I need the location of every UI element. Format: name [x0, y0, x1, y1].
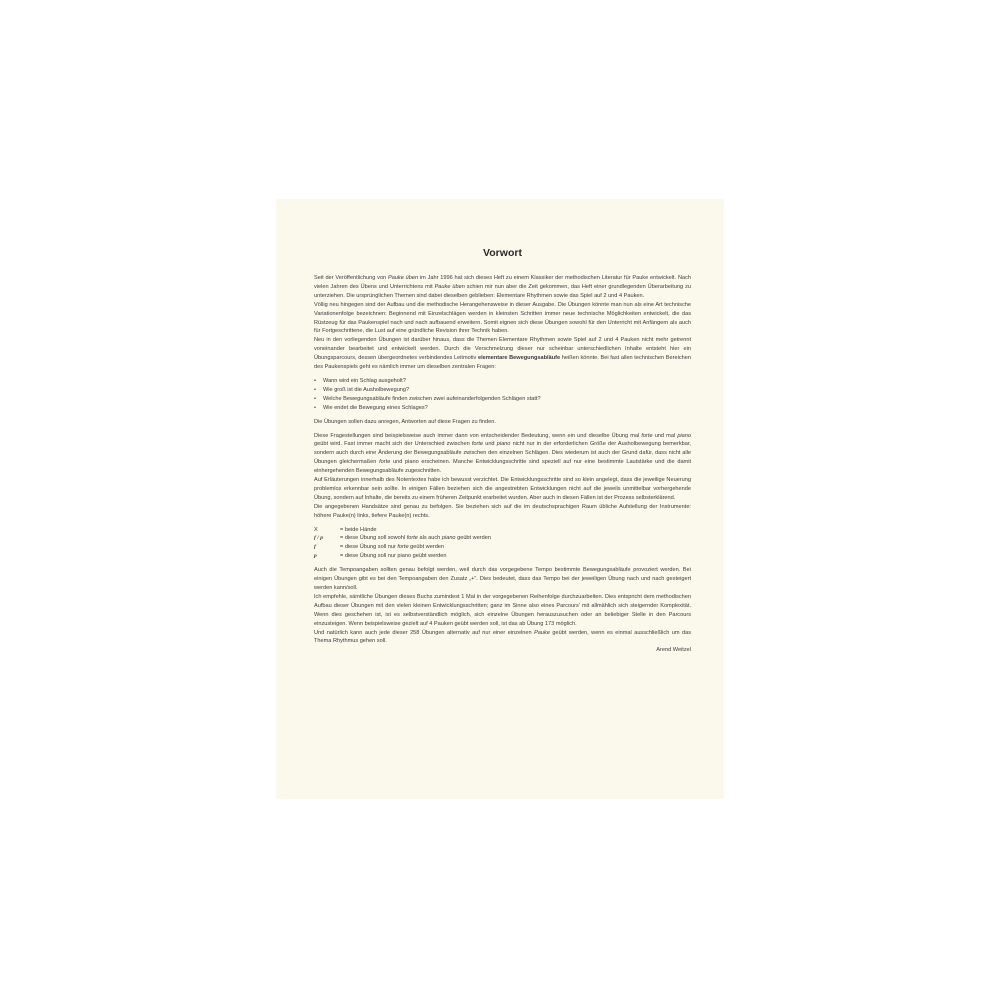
paragraph-leitmotiv: Neu in den vorliegenden Übungen ist darüber hinaus, dass die Themen Elementare Rhythmen sowie Spiel auf 2 und 4 Pauken nicht mehr getrennt voneinander bearbeitet und entwickelt werden. Durch die Verschmelzung dieser nur scheinbar unterschiedlichen Inhalte entsteht hier ein Übungsparcours, dessen übergeordnetes verbindendes Leitmotiv elementare Bewegungsabläufe heißen könnte. Bei fast allen technischen Bereichen des Paukenspiels geht es nämlich immer um dieselben zentralen Fragen:: [314, 337, 691, 371]
paragraph-tempo: Auch die Tempoangaben sollten genau befolgt werden, weil durch das vorgegebene Tempo bestimmte Bewegungsabläufe provoziert werden. Bei einigen Übungen gibt es bei den Tempoangaben den Zusatz „+“. Dies bedeutet, dass das Tempo bei der jeweiligen Übung nach und nach gesteigert werden kann/soll.: [314, 567, 691, 591]
legend-symbol: p: [314, 553, 317, 560]
paragraph-handsaetze: Die angegebenen Handsätze sind genau zu befolgen. Sie beziehen sich auf die im deutschsprachigen Raum übliche Aufstellung der Instrumente: höhere Pauke(n) links, tiefere Pauke(n) rechts.: [314, 503, 691, 519]
legend-row-fp: [314, 534, 691, 543]
list-item: • Wie groß ist die Ausholbewegung?: [314, 386, 691, 395]
legend-text: = beide Hände: [340, 526, 377, 533]
paragraph-explanations: Auf Erläuterungen innerhalb des Notentextes habe ich bewusst verzichtet. Die Entwicklungsschritte sind so klein angelegt, dass die jeweilige Neuerung problemlos erkennbar sein sollte. In einigen Fällen beziehen sich die angestrebten Entwicklungen nicht auf die jeweils unmittelbar vorhergehende Übung, sondern auf Inhalte, die bereits zu einem früheren Zeitpunkt erarbeitet wurden. Aber auch in diesen Fällen ist der Prozess selbsterklärend.: [314, 477, 691, 501]
legend-text: = diese Übung soll nur piano geübt werden: [340, 553, 447, 560]
legend-symbol: f / p: [314, 535, 324, 542]
list-item: • Wann wird ein Schlag ausgeholt?: [314, 377, 691, 386]
paragraph-dynamics: Diese Fragestellungen sind beispielsweise auch immer dann von entscheidender Bedeutung, wenn ein und dieselbe Übung mal forte und mal piano geübt wird. Fast immer macht sich der Unterschied zwischen forte und piano nicht nur in der erforderlichen Größe der Ausholbewegung bemerkbar, sondern auch durch eine Änderung der Bewegungsabläufe zwischen den einzelnen Schlägen. Dies wiederum ist auch der Grund dafür, dass nicht alle Übungen gleichermaßen forte und piano erscheinen. Manche Entwicklungsschritte sind speziell auf nur eine bestimmte Lautstärke und die damit einhergehenden Bewegungsabläufe zugeschnitten.: [314, 432, 692, 475]
author-signature: Arend Weitzel: [656, 647, 691, 654]
legend-symbol: f: [314, 544, 316, 551]
symbol-legend: [314, 526, 691, 562]
legend-row-f: [314, 543, 691, 552]
paragraph-structure: Völlig neu hingegen sind der Aufbau und die methodische Herangehensweise in dieser Ausgabe. Die Übungen könnte man nun als eine Art technische Variationenfolge bezeichnen: Beginnend mit Einzelschlägen werden in kleinsten Schritten immer neue technische Möglichkeiten entwickelt, die das Rüstzeug für das Paukenspiel nach und nach aufbauend erweitern. Somit eignen sich diese Übungen sowohl für den Unterricht mit Anfängern als auch für Fortgeschrittene, die Lust auf eine gründliche Revision ihrer Technik haben.: [314, 301, 691, 335]
question-list: [314, 377, 691, 413]
paragraph-intro: Seit der Veröffentlichung von Pauke üben im Jahr 1996 hat sich dieses Heft zu einem Klassiker der methodischen Literatur für Pauke entwickelt. Nach vielen Jahren des Übens und Unterrichtens mit Pauke üben schien mir nun aber die Zeit gekommen, das Heft einer grundlegenden Überarbeitung zu unterziehen. Die ursprünglichen Themen sind dabei dieselben geblieben: Elementare Rhythmen sowie das Spiel auf 2 und 4 Pauken.: [314, 275, 691, 299]
legend-row-p: [314, 552, 691, 561]
list-item: • Wie endet die Bewegung eines Schlages?: [314, 404, 691, 413]
paragraph-single-drum: Und natürlich kann auch jede dieser 258 Übungen alternativ auf nur einer einzelnen Pauke geübt werden, wenn es einmal ausschließlich um das Thema Rhythmus gehen soll.: [314, 629, 691, 645]
document-page: [276, 199, 724, 799]
legend-symbol: X: [314, 526, 318, 533]
paragraph-answers: Die Übungen sollen dazu anregen, Antworten auf diese Fragen zu finden.: [314, 418, 496, 425]
page-title: Vorwort: [483, 247, 522, 259]
legend-text: = diese Übung soll nur forte geübt werden: [340, 544, 445, 551]
paragraph-order: Ich empfehle, sämtliche Übungen dieses Buchs zumindest 1 Mal in der vorgegebenen Reihenfolge durchzuarbeiten. Dies entspricht dem methodischen Aufbau dieser Übungen mit den vielen kleinen Entwicklungsschritten; ganz im Sinne also eines Parcours’ mit allmählich sich steigernder Komplexität. Wenn dies geschehen ist, ist es selbstverständlich möglich, sich einzelne Übungen herauszusuchen oder an beliebiger Stelle in den Parcours einzusteigen. Wenn beispielsweise gezielt auf 4 Pauken geübt werden soll, ist das ab Übung 173 möglich.: [314, 593, 691, 627]
list-item: • Welche Bewegungsabläufe finden zwischen zwei aufeinanderfolgenden Schlägen statt?: [314, 395, 691, 404]
legend-row-x: [314, 526, 691, 535]
legend-text: = diese Übung soll sowohl forte als auch piano geübt werden: [340, 535, 491, 542]
